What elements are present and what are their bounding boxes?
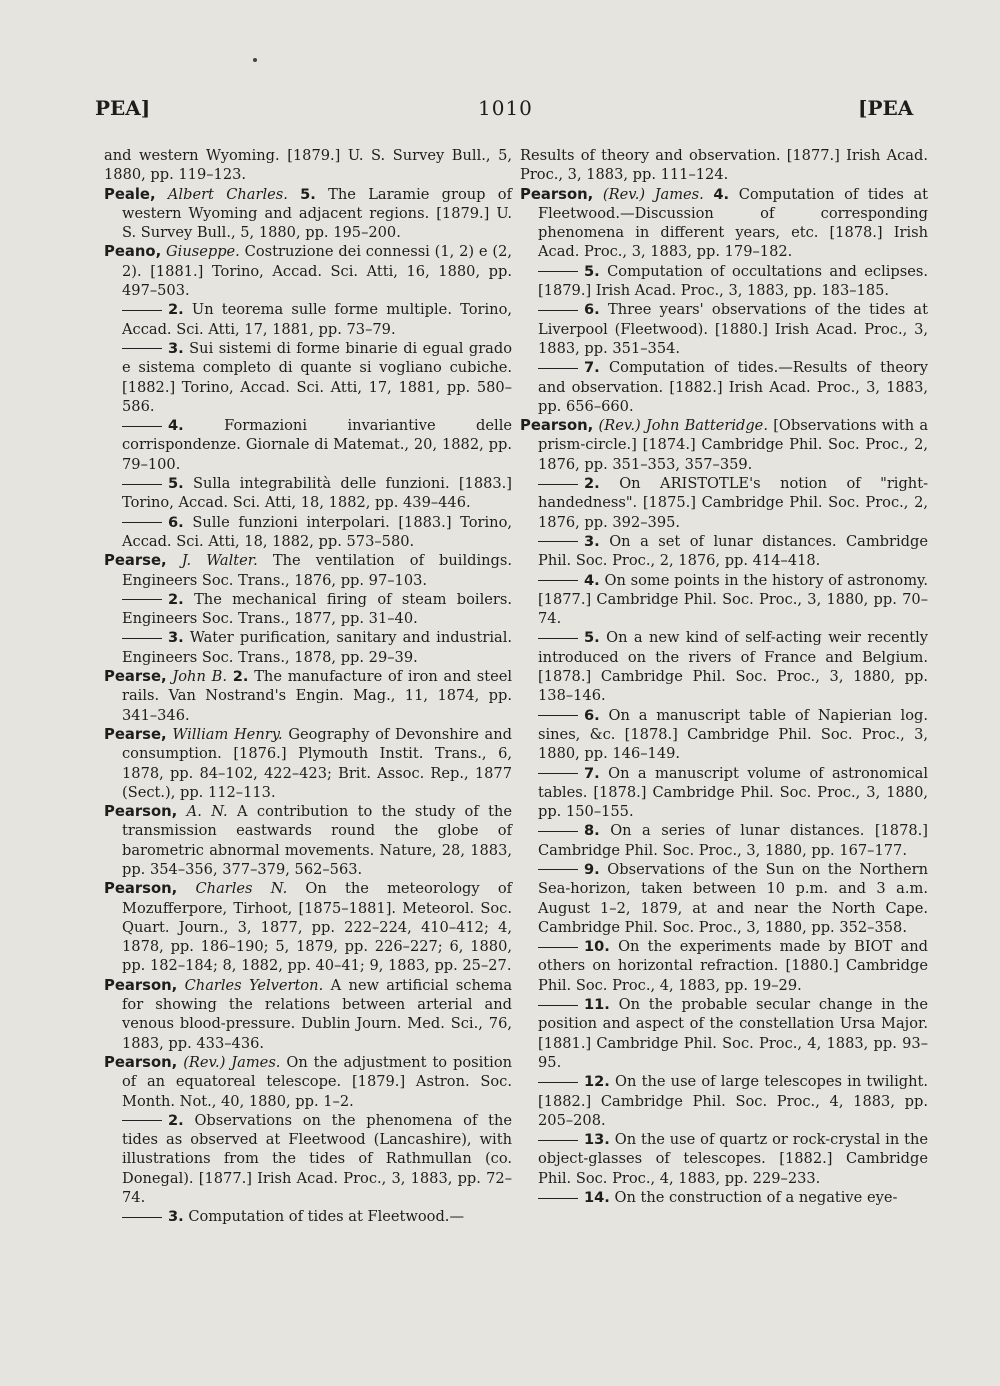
entry-number: 2. — [584, 475, 600, 493]
entry-number: 11. — [584, 996, 610, 1014]
entry-text: [Observations with a prism-circle.] [1874.] Cambridge Phil. Soc. Proc., 2, 1876, pp. 351–353, 357–359. — [538, 417, 929, 473]
bibliography-subentry — [520, 821, 928, 860]
entry-text: Formazioni invariantive delle corrispondenze. Giornale di Matemat., 20, 1882, pp. 79–100. — [122, 417, 513, 473]
entry-number: 3. — [584, 532, 600, 550]
ditto-rule — [538, 1082, 578, 1083]
bibliography-subentry — [104, 1111, 512, 1207]
entry-number: 9. — [584, 860, 600, 878]
entry-text: and western Wyoming. [1879.] U. S. Survey Bull., 5, 1880, pp. 119–123. — [104, 147, 512, 184]
ditto-rule — [538, 831, 578, 832]
entry-text: Results of theory and observation. [1877.] Irish Acad. Proc., 3, 1883, pp. 111–124. — [520, 147, 928, 184]
author-given-name: Charles N. — [195, 880, 288, 898]
author-surname: Pearson, — [104, 976, 178, 994]
right-column — [520, 146, 928, 1207]
ditto-rule — [538, 869, 578, 870]
bibliography-subentry — [104, 300, 512, 339]
ditto-rule — [538, 271, 578, 272]
entry-text: Observations of the Sun on the Northern Sea-horizon, taken between 10 p.m. and 3 a.m. August 1–2, 1879, at and near the North Cape. Cambridge Phil. Soc. Proc., 3, 1880, pp. 352–358. — [538, 860, 929, 936]
entry-text: Computation of occultations and eclipses. [1879.] Irish Acad. Proc., 3, 1883, pp. 183–185. — [538, 262, 929, 300]
entry-text: A new artificial schema for showing the relations between arterial and venous blood-pressure. Dublin Journ. Med. Sci., 76, 1883, pp. 433–436. — [122, 976, 513, 1052]
bibliography-entry — [104, 242, 512, 300]
bibliography-subentry — [104, 339, 512, 416]
entry-number: 2. — [168, 301, 184, 319]
author-surname: Pearson, — [520, 185, 594, 203]
author-surname: Pearse, — [104, 725, 167, 743]
entry-number: 2. — [232, 668, 249, 686]
entry-text: The ventilation of buildings. Engineers Soc. Trans., 1876, pp. 97–103. — [122, 552, 513, 589]
ditto-rule — [122, 348, 162, 349]
ditto-rule — [122, 484, 162, 485]
ditto-rule — [122, 1120, 162, 1121]
entry-text: Geography of Devonshire and consumption. [1876.] Plymouth Instit. Trans., 6, 1878, pp. 84–102, 422–423; Brit. Assoc. Rep., 1877 (Sect.), pp. 112–113. — [122, 725, 513, 801]
bibliography-subentry — [104, 416, 512, 474]
entry-text: Un teorema sulle forme multiple. Torino, Accad. Sci. Atti, 17, 1881, pp. 73–79. — [122, 301, 512, 338]
author-surname: Pearson, — [520, 417, 594, 435]
author-surname: Pearson, — [104, 1053, 178, 1071]
bibliography-entry — [104, 667, 512, 725]
ditto-rule — [538, 638, 578, 639]
entry-text: On the adjustment to position of an equatoreal telescope. [1879.] Astron. Soc. Month. Not., 40, 1880, pp. 1–2. — [122, 1053, 513, 1110]
bibliography-entry — [104, 802, 512, 879]
entry-text: On the probable secular change in the position and aspect of the constellation Ursa Major. [1881.] Cambridge Phil. Soc. Proc., 4, 1883, pp. 93–95. — [538, 996, 928, 1071]
ditto-rule — [538, 310, 578, 311]
entry-number: 3. — [168, 1208, 184, 1226]
ditto-rule — [122, 638, 162, 639]
entry-text: Observations on the phenomena of the tides as observed at Fleetwood (Lancashire), with illustrations from the tides of Rathmullan (co. Donegal). [1877.] Irish Acad. Proc., 3, 1883, pp. 72–74. — [122, 1111, 512, 1207]
entry-number: 7. — [584, 764, 600, 782]
entry-text: On a set of lunar distances. Cambridge Phil. Soc. Proc., 2, 1876, pp. 414–418. — [538, 532, 928, 570]
bibliography-subentry — [104, 1207, 512, 1226]
ditto-rule — [538, 947, 578, 948]
bibliography-entry — [104, 185, 512, 243]
entry-text: On the construction of a negative eye- — [614, 1189, 898, 1207]
entry-number: 3. — [168, 629, 184, 647]
entry-text: On ARISTOTLE's notion of "right-handedness". [1875.] Cambridge Phil. Soc. Proc., 2, 1876, pp. 392–395. — [538, 475, 928, 531]
ditto-rule — [538, 715, 578, 716]
author-given-name: A. N. — [186, 803, 228, 821]
ditto-rule — [122, 522, 162, 523]
entry-continuation — [104, 146, 512, 185]
author-given-name: (Rev.) John Batteridge. — [598, 417, 768, 435]
entry-text: Sui sistemi di forme binarie di egual grado e sistema completo di quante si vogliano cubiche. [1882.] Torino, Accad. Sci. Atti, 17, 1881, pp. 580–586. — [122, 339, 513, 415]
entry-text: The Laramie group of western Wyoming and adjacent regions. [1879.] U. S. Survey Bull., 5, 1880, pp. 195–200. — [122, 185, 512, 242]
entry-text: On some points in the history of astronomy. [1877.] Cambridge Phil. Soc. Proc., 3, 1880, pp. 70–74. — [538, 571, 928, 628]
entry-text: Sulla integrabilità delle funzioni. [1883.] Torino, Accad. Sci. Atti, 18, 1882, pp. 439–446. — [122, 475, 513, 512]
bibliography-subentry — [520, 1188, 928, 1207]
bibliography-subentry — [104, 590, 512, 629]
entry-number: 3. — [168, 339, 184, 357]
bibliography-entry — [520, 416, 928, 474]
ditto-rule — [538, 580, 578, 581]
ditto-rule — [538, 773, 578, 774]
entry-number: 7. — [584, 359, 600, 377]
entry-text: Three years' observations of the tides at Liverpool (Fleetwood). [1880.] Irish Acad. Proc., 3, 1883, pp. 351–354. — [538, 301, 929, 357]
author-given-name: (Rev.) James. — [183, 1053, 281, 1071]
entry-number: 6. — [584, 301, 600, 319]
bibliography-subentry — [520, 571, 928, 629]
entry-text: Computation of tides.—Results of theory and observation. [1882.] Irish Acad. Proc., 3, 1883, pp. 656–660. — [538, 359, 929, 415]
author-given-name: Albert Charles. — [167, 185, 288, 203]
author-given-name: Charles Yelverton. — [184, 976, 324, 994]
entry-text: Costruzione dei connessi (1, 2) e (2, 2). [1881.] Torino, Accad. Sci. Atti, 16, 1880, pp. 497–503. — [122, 243, 512, 300]
author-surname: Pearson, — [104, 803, 178, 821]
entry-number: 12. — [584, 1073, 610, 1091]
bibliography-subentry — [520, 358, 928, 416]
entry-number: 4. — [713, 185, 730, 203]
ditto-rule — [538, 368, 578, 369]
bibliography-entry — [104, 879, 512, 975]
entry-number: 8. — [584, 822, 600, 840]
bibliography-subentry — [520, 995, 928, 1072]
author-surname: Peano, — [104, 243, 162, 261]
bibliography-subentry — [520, 937, 928, 995]
author-surname: Pearse, — [104, 552, 167, 570]
entry-number: 14. — [584, 1189, 610, 1207]
ditto-rule — [122, 310, 162, 311]
entry-text: On a new kind of self-acting weir recently introduced on the rivers of France and Belgium. [1878.] Cambridge Phil. Soc. Proc., 3, 1880, pp. 138–146. — [538, 629, 928, 705]
entry-number: 4. — [584, 571, 600, 589]
bibliography-subentry — [520, 764, 928, 822]
page-number: 1010 — [478, 96, 533, 120]
bibliography-subentry — [104, 474, 512, 513]
bibliography-entry — [104, 551, 512, 590]
entry-number: 13. — [584, 1131, 610, 1149]
ditto-rule — [538, 1198, 578, 1199]
entry-number: 6. — [168, 513, 184, 531]
entry-text: On the meteorology of Mozufferpore, Tirhoot, [1875–1881]. Meteorol. Soc. Quart. Journ., 3, 1877, pp. 222–224, 410–412; 4, 1878, pp. 186–190; 5, 1879, pp. 226–227; 6, 1880, pp. 182–184; 8, 1882, pp. 40–41; 9, 1883, pp. 25–27. — [122, 880, 513, 975]
entry-number: 10. — [584, 938, 610, 956]
entry-text: On a manuscript table of Napierian log. sines, &c. [1878.] Cambridge Phil. Soc. Proc., 3, 1880, pp. 146–149. — [538, 706, 928, 763]
bibliography-entry — [104, 1053, 512, 1111]
entry-text: A contribution to the study of the transmission eastwards round the globe of barometric abnormal movements. Nature, 28, 1883, pp. 354–356, 377–379, 562–563. — [122, 803, 512, 878]
entry-number: 5. — [584, 262, 600, 280]
bibliography-subentry — [520, 1130, 928, 1188]
entry-number: 5. — [584, 629, 600, 647]
bibliography-subentry — [520, 532, 928, 571]
ink-speck — [253, 58, 257, 62]
bibliography-subentry — [104, 513, 512, 552]
ditto-rule — [538, 484, 578, 485]
entry-text: Sulle funzioni interpolari. [1883.] Torino, Accad. Sci. Atti, 18, 1882, pp. 573–580. — [122, 513, 512, 550]
entry-number: 2. — [168, 1111, 184, 1129]
author-surname: Peale, — [104, 185, 156, 203]
author-given-name: J. Walter. — [181, 552, 258, 570]
entry-number: 5. — [300, 185, 316, 203]
author-given-name: William Henry. — [172, 725, 283, 743]
ditto-rule — [122, 426, 162, 427]
ditto-rule — [538, 541, 578, 542]
bibliography-subentry — [520, 1072, 928, 1130]
entry-text: Water purification, sanitary and industrial. Engineers Soc. Trans., 1878, pp. 29–39. — [122, 629, 512, 666]
author-given-name: Giuseppe. — [166, 243, 240, 261]
bibliography-entry — [520, 185, 928, 262]
running-head-right: [PEA — [858, 96, 914, 120]
bibliography-subentry — [520, 706, 928, 764]
author-given-name: (Rev.) James. — [602, 185, 704, 203]
entry-text: The manufacture of iron and steel rails. Van Nostrand's Engin. Mag., 11, 1874, pp. 341–346. — [122, 668, 513, 724]
entry-continuation — [520, 146, 928, 185]
entry-text: On a manuscript volume of astronomical tables. [1878.] Cambridge Phil. Soc. Proc., 3, 1880, pp. 150–155. — [538, 764, 929, 821]
bibliography-subentry — [520, 300, 928, 358]
ditto-rule — [538, 1140, 578, 1141]
ditto-rule — [122, 1217, 162, 1218]
entry-number: 6. — [584, 706, 600, 724]
left-column — [104, 146, 512, 1227]
entry-text: On a series of lunar distances. [1878.] Cambridge Phil. Soc. Proc., 3, 1880, pp. 167–177. — [538, 822, 928, 859]
bibliography-subentry — [520, 860, 928, 937]
running-head-left: PEA] — [95, 96, 151, 120]
entry-number: 2. — [168, 590, 184, 608]
bibliography-entry — [104, 725, 512, 802]
ditto-rule — [538, 1005, 578, 1006]
entry-text: On the experiments made by BIOT and others on horizontal refraction. [1880.] Cambridge Phil. Soc. Proc., 4, 1883, pp. 19–29. — [538, 938, 928, 994]
bibliography-entry — [104, 976, 512, 1053]
author-surname: Pearson, — [104, 880, 178, 898]
bibliography-subentry — [520, 474, 928, 532]
entry-text: The mechanical firing of steam boilers. Engineers Soc. Trans., 1877, pp. 31–40. — [122, 590, 512, 628]
bibliography-subentry — [104, 628, 512, 667]
entry-text: On the use of large telescopes in twilight. [1882.] Cambridge Phil. Soc. Proc., 4, 1883, pp. 205–208. — [538, 1073, 928, 1129]
entry-text: Computation of tides at Fleetwood.—Discussion of corresponding phenomena in different years, etc. [1878.] Irish Acad. Proc., 3, 1883, pp. 179–182. — [538, 185, 929, 261]
ditto-rule — [122, 599, 162, 600]
entry-text: Computation of tides at Fleetwood.— — [188, 1208, 465, 1226]
author-given-name: John B. — [172, 668, 227, 686]
entry-number: 5. — [168, 475, 184, 493]
bibliography-subentry — [520, 628, 928, 705]
bibliography-subentry — [520, 262, 928, 301]
entry-text: On the use of quartz or rock-crystal in the object-glasses of telescopes. [1882.] Cambridge Phil. Soc. Proc., 4, 1883, pp. 229–233. — [538, 1131, 929, 1187]
author-surname: Pearse, — [104, 668, 167, 686]
entry-number: 4. — [168, 417, 184, 435]
